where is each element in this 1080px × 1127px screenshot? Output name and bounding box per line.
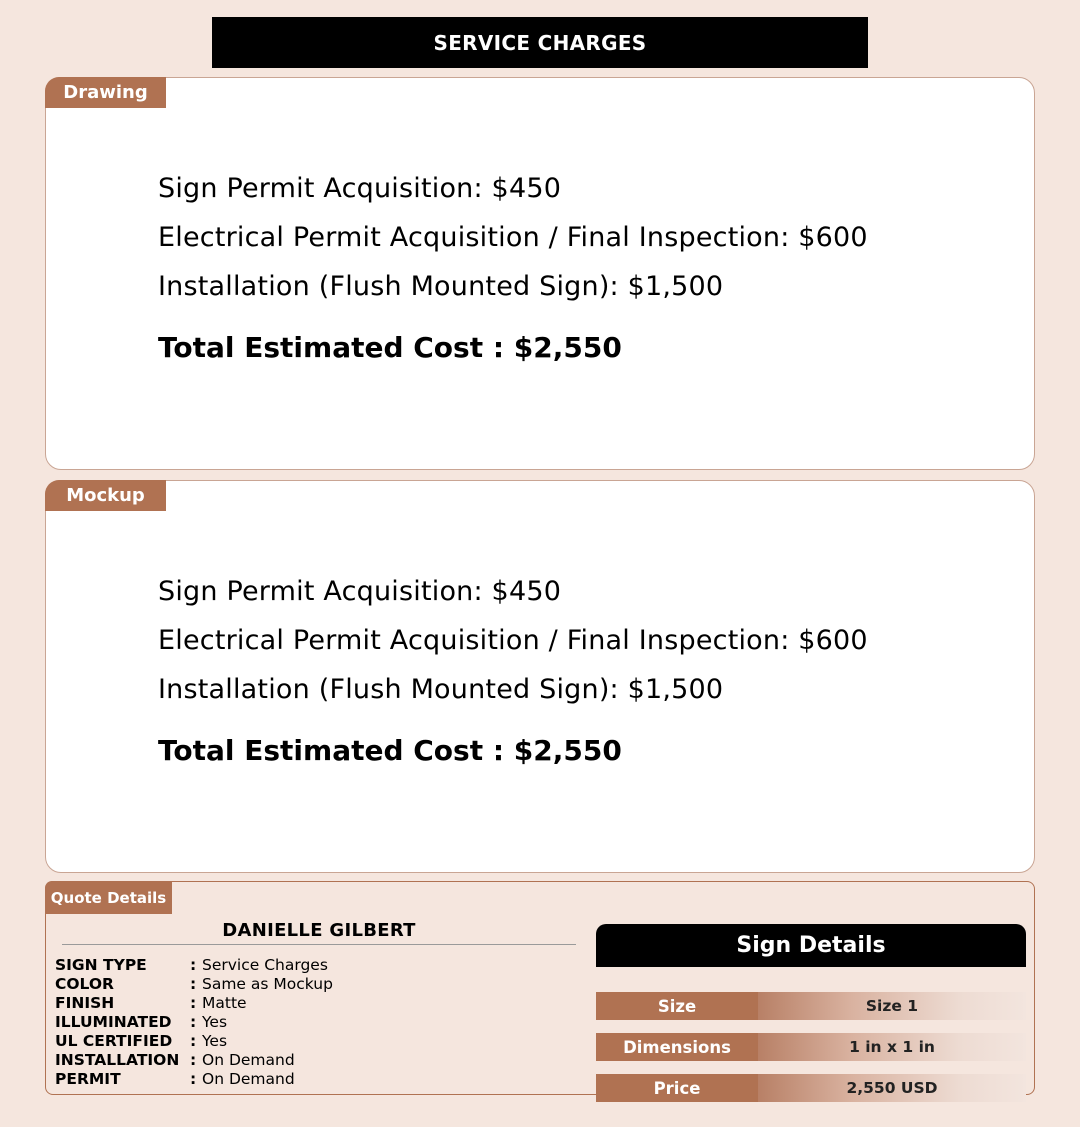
spec-row-installation [55, 1050, 333, 1069]
spec-key: PERMIT [55, 1069, 121, 1088]
spec-value: Same as Mockup [202, 974, 333, 993]
spec-value: Service Charges [202, 955, 328, 974]
spec-key: COLOR [55, 974, 114, 993]
spec-value: Yes [202, 1012, 228, 1031]
spec-key: INSTALLATION [55, 1050, 180, 1069]
spec-row-finish [55, 993, 333, 1012]
sign-detail-value: Size 1 [758, 992, 1026, 1020]
charge-line: Electrical Permit Acquisition / Final Inspection: $600 [158, 625, 868, 656]
spec-key: FINISH [55, 993, 115, 1012]
sign-details-title: Sign Details [596, 924, 1026, 967]
spec-key: ILLUMINATED [55, 1012, 172, 1031]
charge-line: Sign Permit Acquisition: $450 [158, 173, 562, 204]
charge-line: Installation (Flush Mounted Sign): $1,500 [158, 674, 724, 705]
drawing-charges [158, 164, 868, 364]
spec-colon: : [190, 993, 197, 1012]
quote-details-panel [45, 881, 1035, 1098]
page-title: SERVICE CHARGES [212, 17, 868, 68]
drawing-tab[interactable]: Drawing [45, 77, 166, 108]
spec-colon: : [190, 955, 197, 974]
mockup-tab[interactable]: Mockup [45, 480, 166, 511]
charge-line: Electrical Permit Acquisition / Final Inspection: $600 [158, 222, 868, 253]
spec-row-permit [55, 1069, 333, 1088]
sign-detail-row-dimensions [596, 1033, 1026, 1061]
mockup-panel [45, 480, 1035, 873]
spec-colon: : [190, 1069, 197, 1088]
spec-key: UL CERTIFIED [55, 1031, 173, 1050]
spec-list [55, 955, 333, 1088]
customer-name: DANIELLE GILBERT [62, 920, 576, 945]
charge-line: Installation (Flush Mounted Sign): $1,500 [158, 271, 724, 302]
quote-details-tab[interactable]: Quote Details [45, 881, 172, 914]
charge-line: Sign Permit Acquisition: $450 [158, 576, 562, 607]
spec-key: SIGN TYPE [55, 955, 147, 974]
sign-detail-value: 2,550 USD [758, 1074, 1026, 1102]
spec-row-color [55, 974, 333, 993]
spec-colon: : [190, 1012, 197, 1031]
sign-details-card [596, 924, 1026, 1102]
sign-detail-label: Dimensions [596, 1033, 758, 1061]
spec-value: On Demand [202, 1069, 295, 1088]
spec-row-illuminated [55, 1012, 333, 1031]
spec-value: Matte [202, 993, 247, 1012]
spec-value: Yes [202, 1031, 228, 1050]
sign-detail-row-price [596, 1074, 1026, 1102]
sign-detail-value: 1 in x 1 in [758, 1033, 1026, 1061]
spec-value: On Demand [202, 1050, 295, 1069]
mockup-charges [158, 567, 868, 767]
spec-colon: : [190, 974, 197, 993]
spec-colon: : [190, 1050, 197, 1069]
sign-detail-label: Size [596, 992, 758, 1020]
sign-detail-row-size [596, 992, 1026, 1020]
spec-row-ul-certified [55, 1031, 333, 1050]
total-cost: Total Estimated Cost : $2,550 [158, 734, 622, 767]
spec-row-sign-type [55, 955, 333, 974]
total-cost: Total Estimated Cost : $2,550 [158, 331, 622, 364]
sign-detail-label: Price [596, 1074, 758, 1102]
spec-colon: : [190, 1031, 197, 1050]
drawing-panel [45, 77, 1035, 470]
